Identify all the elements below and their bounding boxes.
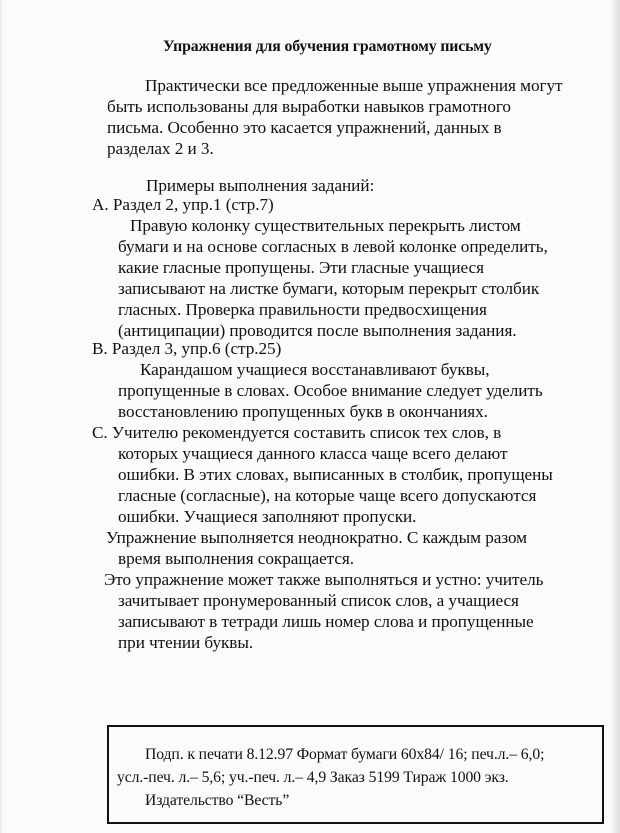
imprint-line-1: Подп. к печати 8.12.97 Формат бумаги 60x84/ 16; печ.л.– 6,0; — [145, 746, 545, 763]
section-b-line-3: восстановлению пропущенных букв в окончаниях. — [118, 402, 488, 421]
section-c-line-3: ошибки. В этих словах, выписанных в столбик, пропущены — [118, 465, 553, 484]
section-b-heading: В. Раздел 3, упр.6 (стр.25) — [92, 339, 282, 358]
page-title: Упражнения для обучения грамотному письму — [163, 38, 492, 55]
repeat-line-2: время выполнения сокращается. — [118, 549, 355, 568]
intro-line-1: Практически все предложенные выше упражнения могут — [145, 76, 563, 95]
scan-right-edge — [610, 0, 620, 833]
oral-line-1: Это упражнение может также выполняться и устно: учитель — [104, 570, 544, 589]
section-a-heading: А. Раздел 2, упр.1 (стр.7) — [92, 195, 274, 214]
examples-heading: Примеры выполнения заданий: — [146, 176, 375, 195]
section-c-line-2: которых учащиеся данного класса чаще всего делают — [118, 444, 508, 463]
imprint-line-2: усл.-печ. л.– 5,6; уч.-печ. л.– 4,9 Заказ 5199 Тираж 1000 экз. — [117, 769, 509, 786]
section-b-line-2: пропущенные в словах. Особое внимание следует уделить — [118, 381, 543, 400]
scan-left-edge — [0, 0, 3, 833]
oral-line-2: зачитывает пронумерованный список слов, а учащиеся — [118, 591, 519, 610]
intro-line-4: разделах 2 и 3. — [107, 139, 214, 158]
section-b-line-1: Карандашом учащиеся восстанавливают буквы, — [140, 360, 490, 379]
intro-line-3: письма. Особенно это касается упражнений, данных в — [107, 118, 502, 137]
section-c-line-4: гласные (согласные), на которые чаще всего допускаются — [118, 486, 537, 505]
section-c-line-1: С. Учителю рекомендуется составить список тех слов, в — [92, 423, 502, 442]
oral-line-3: записывают в тетради лишь номер слова и пропущенные — [118, 612, 534, 631]
section-a-line-2: бумаги и на основе согласных в левой колонке определить, — [118, 237, 548, 256]
section-c-line-5: ошибки. Учащиеся заполняют пропуски. — [118, 507, 417, 526]
intro-line-2: быть использованы для выработки навыков грамотного — [107, 97, 511, 116]
oral-line-4: при чтении буквы. — [118, 633, 254, 652]
section-a-line-6: (антиципации) проводится после выполнения задания. — [118, 321, 517, 340]
repeat-line-1: Упражнение выполняется неоднократно. С каждым разом — [106, 528, 528, 547]
section-a-line-3: какие гласные пропущены. Эти гласные учащиеся — [118, 258, 484, 277]
section-a-line-4: записывают на листке бумаги, которым перекрыт столбик — [118, 279, 540, 298]
imprint-box — [107, 725, 604, 824]
section-a-line-1: Правую колонку существительных перекрыть листом — [130, 216, 521, 235]
section-a-line-5: гласных. Проверка правильности предвосхищения — [118, 300, 487, 319]
imprint-line-3: Издательство “Весть” — [145, 792, 290, 809]
